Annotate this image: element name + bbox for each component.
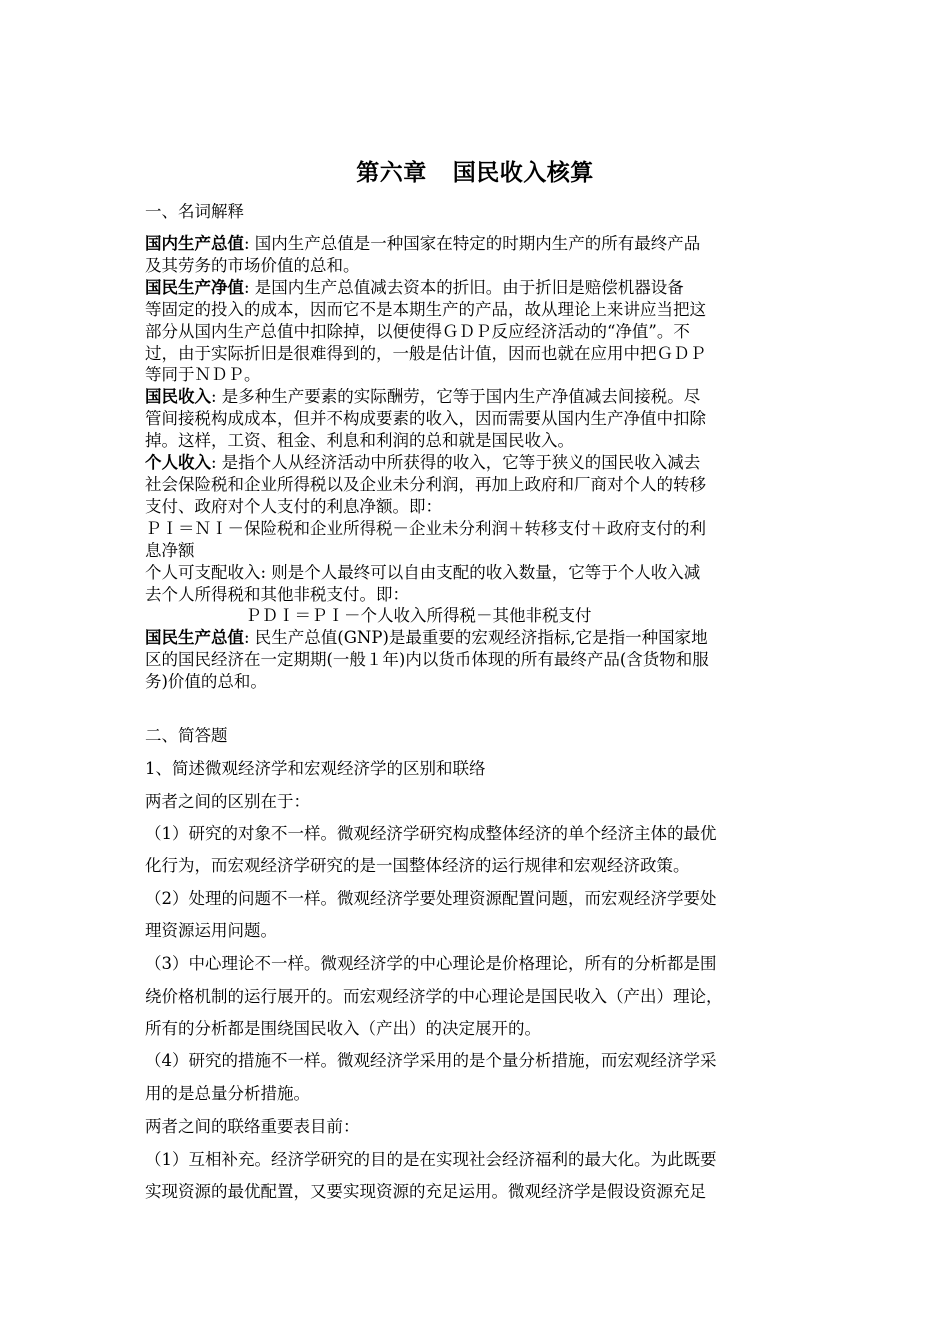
definition-text: 过，由于实际折旧是很难得到的，一般是估计值，因而也就在应用中把ＧＤＰ — [145, 344, 706, 363]
section-heading-definitions: 一、名词解释 — [145, 202, 244, 221]
definition-line — [145, 430, 574, 452]
formula-line — [245, 605, 592, 627]
section-heading-short-answer: 二、简答题 — [145, 726, 228, 745]
definition-line — [145, 255, 360, 277]
definition-term: 国民生产净值 — [145, 278, 244, 297]
definition-text: 息净额 — [145, 541, 195, 560]
paragraph-line: （4）研究的措施不一样。微观经济学采用的是个量分析措施，而宏观经济学采 — [145, 1051, 717, 1070]
definition-line — [145, 496, 442, 518]
definition-text: : 民生产总值(GNP)是最重要的宏观经济指标,它是指一种国家地 — [244, 628, 708, 647]
definition-line — [145, 452, 700, 474]
definition-text: ＰＤＩ＝ＰＩ－个人收入所得税－其他非税支付 — [245, 606, 592, 625]
definition-text: 等同于ＮＤＰ。 — [145, 365, 261, 384]
definition-line — [145, 408, 706, 430]
definition-text: : 是多种生产要素的实际酬劳，它等于国内生产净值减去间接税。尽 — [211, 387, 701, 406]
chapter-name: 国民收入核算 — [452, 159, 594, 186]
definition-term: 国民生产总值 — [145, 628, 244, 647]
paragraph-line: 实现资源的最优配置，又要实现资源的充足运用。微观经济学是假设资源充足 — [145, 1182, 706, 1201]
definition-line — [145, 562, 700, 584]
definition-text: 社会保险税和企业所得税以及企业未分利润，再加上政府和厂商对个人的转移 — [145, 475, 706, 494]
paragraph-line: （3）中心理论不一样。微观经济学的中心理论是价格理论，所有的分析都是围 — [145, 954, 717, 973]
paragraph-line: （2）处理的问题不一样。微观经济学要处理资源配置问题，而宏观经济学要处 — [145, 889, 717, 908]
definition-text: 掉。这样，工资、租金、利息和利润的总和就是国民收入。 — [145, 431, 574, 450]
chapter-number: 第六章 — [356, 159, 427, 186]
definition-text: 等固定的投入的成本，因而它不是本期生产的产品，故从理论上来讲应当把这 — [145, 300, 706, 319]
definition-line — [145, 386, 700, 408]
paragraph-line: 绕价格机制的运行展开的。而宏观经济学的中心理论是国民收入（产出）理论， — [145, 987, 723, 1006]
definition-term: 国民收入 — [145, 387, 211, 406]
definition-text: : 是国内生产总值减去资本的折旧。由于折旧是赔偿机器设备 — [244, 278, 684, 297]
definition-line — [145, 321, 690, 343]
definition-text: : 是指个人从经济活动中所获得的收入，它等于狭义的国民收入减去 — [211, 453, 701, 472]
formula-line — [145, 540, 195, 562]
definition-text: 及其劳务的市场价值的总和。 — [145, 256, 360, 275]
definition-line — [145, 299, 706, 321]
paragraph-line: 两者之间的区别在于： — [145, 792, 310, 811]
definition-line — [145, 233, 700, 255]
paragraph-line: 所有的分析都是围绕国民收入（产出）的决定展开的。 — [145, 1019, 541, 1038]
paragraph-line: （1）互相补充。经济学研究的目的是在实现社会经济福利的最大化。为此既要 — [145, 1150, 717, 1169]
definition-line — [145, 584, 409, 606]
definition-line — [145, 277, 684, 299]
question-title: 1、简述微观经济学和宏观经济学的区别和联络 — [145, 759, 486, 778]
definition-text: : 国内生产总值是一种国家在特定的时期内生产的所有最终产品 — [244, 234, 701, 253]
definition-text: 管间接税构成成本，但并不构成要素的收入，因而需要从国内生产净值中扣除 — [145, 409, 706, 428]
definition-line — [145, 627, 708, 649]
paragraph-line: 理资源运用问题。 — [145, 921, 277, 940]
definition-text: 去个人所得税和其他非税支付。即： — [145, 585, 409, 604]
definition-term: 个人收入 — [145, 453, 211, 472]
definition-text: 务)价值的总和。 — [145, 672, 267, 691]
page-title — [0, 154, 950, 187]
definition-text: ＰＩ＝ＮＩ－保险税和企业所得税－企业未分利润＋转移支付＋政府支付的利 — [145, 519, 706, 538]
formula-line — [145, 518, 706, 540]
definition-text: 部分从国内生产总值中扣除掉，以便使得ＧＤＰ反应经济活动的“净值”。不 — [145, 322, 690, 341]
paragraph-line: 用的是总量分析措施。 — [145, 1084, 310, 1103]
definition-line — [145, 364, 261, 386]
definition-line — [145, 649, 709, 671]
definition-line — [145, 474, 706, 496]
paragraph-line: 化行为，而宏观经济学研究的是一国整体经济的运行规律和宏观经济政策。 — [145, 856, 690, 875]
definition-line — [145, 671, 267, 693]
definition-text: 个人可支配收入: 则是个人最终可以自由支配的收入数量，它等于个人收入减 — [145, 563, 701, 582]
definition-text: 区的国民经济在一定期期(一般１年)内以货币体现的所有最终产品(含货物和服 — [145, 650, 709, 669]
definition-term: 国内生产总值 — [145, 234, 244, 253]
paragraph-line: 两者之间的联络重要表目前： — [145, 1117, 360, 1136]
definition-text: 支付、政府对个人支付的利息净额。即： — [145, 497, 442, 516]
paragraph-line: （1）研究的对象不一样。微观经济学研究构成整体经济的单个经济主体的最优 — [145, 824, 717, 843]
definition-line — [145, 343, 706, 365]
